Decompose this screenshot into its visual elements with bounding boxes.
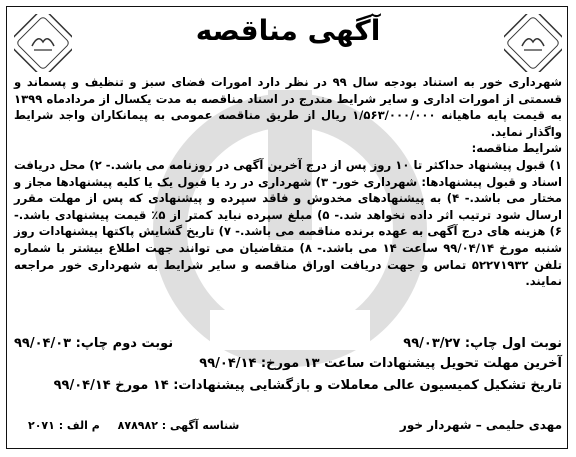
ad-code: م الف : ۲۰۷۱ <box>28 419 100 432</box>
first-print-date: نوبت اول چاپ: ۹۹/۰۳/۲۷ <box>403 336 562 351</box>
ad-footer <box>14 418 562 432</box>
ad-body <box>14 74 562 290</box>
signer: مهدی حلیمی – شهردار خور <box>399 418 562 432</box>
ad-title: آگهی مناقصه <box>195 14 381 47</box>
ad-id: شناسه آگهی : ۸۷۸۹۸۲ <box>117 419 240 432</box>
intro-paragraph: شهرداری خور به استناد بودجه سال ۹۹ در نظر دارد امورات فضای سبز و تنظیف و پسماند و قسمتی از امورات اداری و سایر شرایط مندرج در اسناد مناقصه به مدت یکسال از مردادماه ۱۳۹۹ به قیمت پایه ماهیانه ۱/۵۶۳/۰۰۰/۰۰۰ ریال از طریق مناقصه عمومی به پیمانکاران واجد شرایط واگذار نماید. <box>14 75 563 139</box>
print-dates-row <box>14 336 562 351</box>
second-print-date: نوبت دوم چاپ: ۹۹/۰۴/۰۳ <box>14 336 174 351</box>
ad-meta <box>14 419 239 432</box>
conditions-heading: شرایط مناقصه: <box>471 141 562 156</box>
commission-date: تاریخ تشکیل کمیسیون عالی معاملات و بازگشایی پیشنهادات: ۱۴ مورخ ۹۹/۰۴/۱۴ <box>53 378 562 393</box>
conditions-paragraph: ۱) قبول پیشنهاد حداکثر تا ۱۰ روز پس از درج آخرین آگهی در روزنامه می باشد.- ۲) محل دریافت اسناد و قبول پیشنهادها: شهرداری خور- ۳) شهرداری در رد یا قبول یک یا کلیه پیشنهادها مجاز و مختار می باشد.- ۴) به پیشنهادهای مخدوش و فاقد سپرده و پیشنهادی که پس از مهلت مقرر ارسال شود ترتیب اثر داده نخواهد شد.- ۵) مبلغ سپرده نباید کمتر از ۵٪ قیمت پیشنهادی باشد.- ۶) هزینه های درج آگهی به عهده برنده مناقصه می باشد.- ۷) تاریخ گشایش پاکتها پیشنهادات روز شنبه مورخ ۹۹/۰۴/۱۴ ساعت ۱۴ می باشد.- ۸) متقاضیان می توانند جهت اطلاع بیشتر با شماره تلفن ۵۲۲۷۱۹۳۲ تماس و جهت دریافت اوراق مناقصه و سایر شرایط به شهرداری خور مراجعه نمایند. <box>14 157 562 289</box>
submission-deadline: آخرین مهلت تحویل پیشنهادات ساعت ۱۳ مورخ: ۹۹/۰۴/۱۴ <box>199 356 562 371</box>
